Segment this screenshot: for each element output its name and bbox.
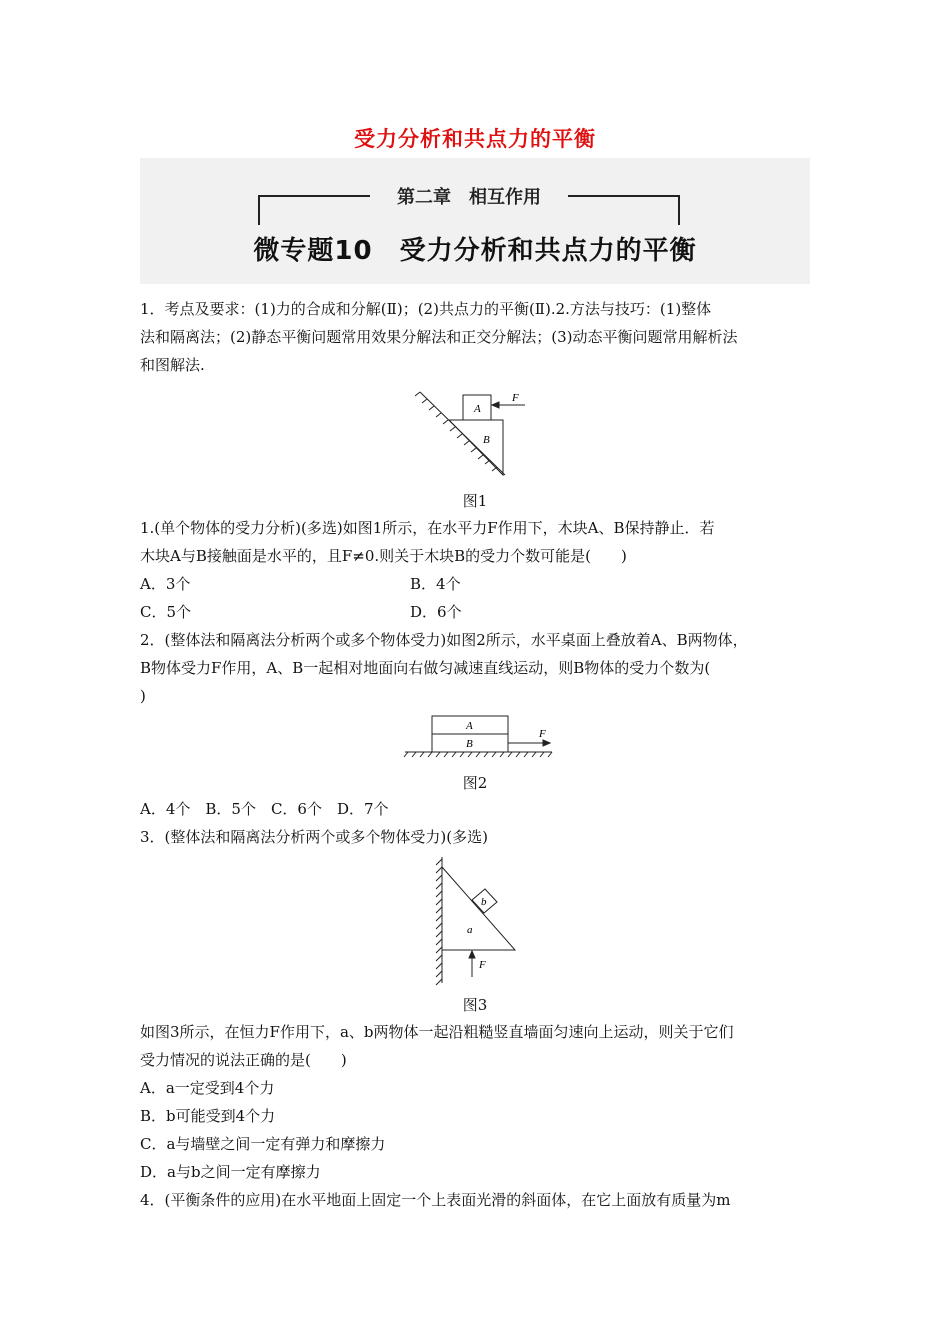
q4-line-1: 4．(平衡条件的应用)在水平地面上固定一个上表面光滑的斜面体，在它上面放有质量为m (140, 1191, 731, 1209)
figure-2-diagram (400, 710, 560, 765)
chapter-title: 第二章 相互作用 (397, 187, 541, 208)
figure-3-caption: 图3 (462, 996, 488, 1014)
q3-line-1: 如图3所示，在恒力F作用下，a、b两物体一起沿粗糙竖直墙面匀速向上运动，则关于它们 (140, 1023, 734, 1041)
q1-option-c: C．5个 (140, 603, 192, 621)
label-a: a (467, 924, 473, 936)
q1-option-b: B．4个 (410, 575, 461, 593)
bracket-left (258, 195, 260, 225)
q2-line-3: ) (140, 687, 146, 705)
figure-1-diagram (415, 385, 535, 480)
label-f: F (539, 728, 546, 740)
figure-3-diagram (425, 855, 525, 987)
q1-line-2: 木块A与B接触面是水平的，且F≠0.则关于木块B的受力个数可能是( ) (140, 547, 627, 565)
q3-option-b: B．b可能受到4个力 (140, 1107, 276, 1125)
label-b: B (483, 434, 490, 446)
bracket-line-right (568, 195, 680, 197)
figure-2-caption: 图2 (462, 774, 488, 792)
q1-option-d: D．6个 (410, 603, 462, 621)
topic-title: 微专题10 受力分析和共点力的平衡 (253, 236, 697, 266)
q1-line-1: 1.(单个物体的受力分析)(多选)如图1所示，在水平力F作用下，木块A、B保持静止．若 (140, 519, 715, 537)
bracket-line-left (258, 195, 370, 197)
q3-option-c: C．a与墙壁之间一定有弹力和摩擦力 (140, 1135, 386, 1153)
intro-line-2: 法和隔离法；(2)静态平衡问题常用效果分解法和正交分解法；(3)动态平衡问题常用解析法 (140, 328, 738, 346)
label-f: F (512, 392, 519, 404)
q3-line-2: 受力情况的说法正确的是( ) (140, 1051, 347, 1069)
label-a: A (466, 720, 473, 732)
wall-hatching (436, 859, 442, 985)
chapter-banner (140, 158, 810, 284)
incline-hatching (415, 392, 497, 471)
bracket-right (678, 195, 680, 225)
wedge-a (442, 867, 515, 950)
document-title: 受力分析和共点力的平衡 (354, 127, 596, 151)
intro-line-1: 1．考点及要求：(1)力的合成和分解(Ⅱ)；(2)共点力的平衡(Ⅱ).2.方法与技巧：(1)整体 (140, 300, 712, 318)
q3-option-a: A．a一定受到4个力 (140, 1079, 275, 1097)
label-b: B (466, 738, 473, 750)
q2-line-1: 2．(整体法和隔离法分析两个或多个物体受力)如图2所示，水平桌面上叠放着A、B两物体， (140, 631, 748, 649)
label-a: A (474, 403, 481, 415)
q1-option-a: A．3个 (140, 575, 191, 593)
figure-1-caption: 图1 (462, 492, 488, 510)
label-b: b (481, 896, 487, 908)
intro-line-3: 和图解法. (140, 356, 205, 374)
q2-options: A．4个 B．5个 C．6个 D．7个 (140, 800, 389, 818)
q3-option-d: D．a与b之间一定有摩擦力 (140, 1163, 321, 1181)
block-b (449, 420, 503, 475)
q2-line-2: B物体受力F作用，A、B一起相对地面向右做匀减速直线运动，则B物体的受力个数为( (140, 659, 711, 677)
q3-header: 3．(整体法和隔离法分析两个或多个物体受力)(多选) (140, 828, 488, 846)
label-f: F (479, 959, 486, 971)
ground-hatching (404, 752, 552, 757)
